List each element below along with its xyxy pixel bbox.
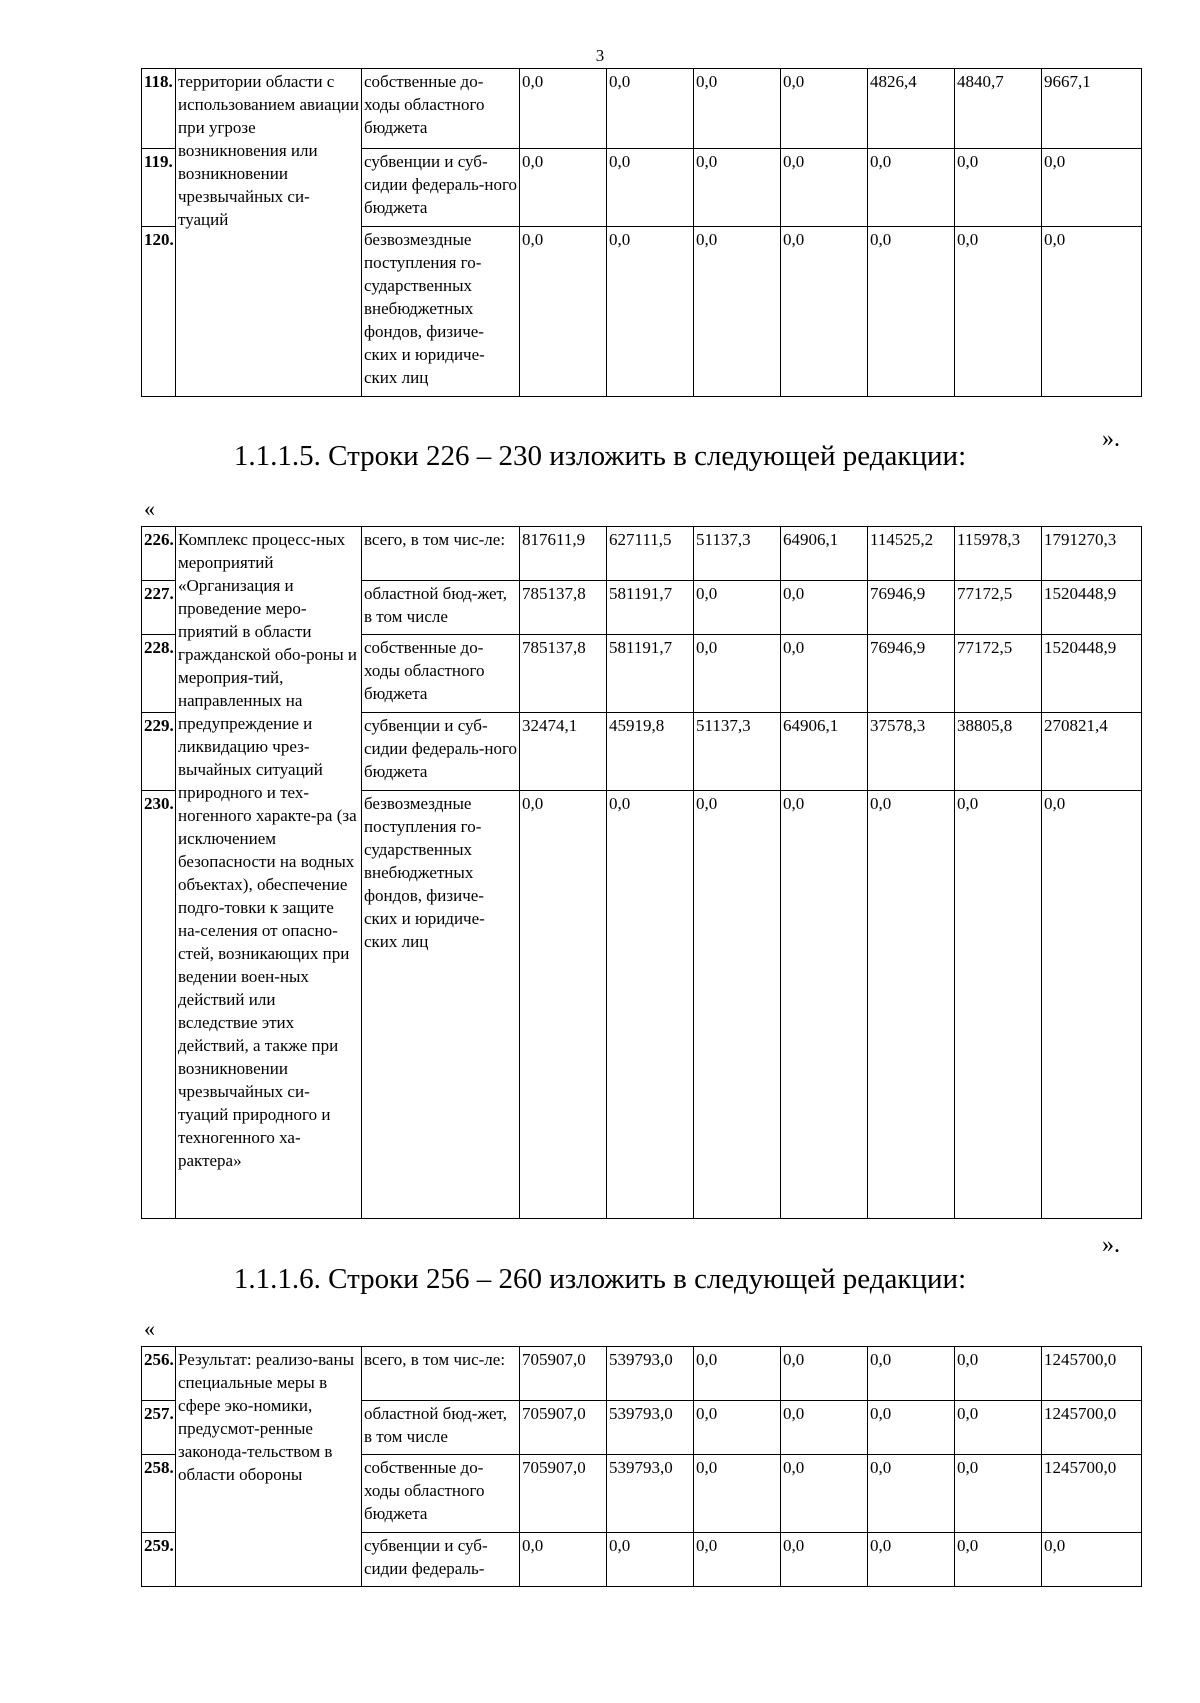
- value-cell: 0,0: [781, 1401, 868, 1455]
- value-cell: 0,0: [1042, 227, 1142, 397]
- value-cell: 705907,0: [520, 1455, 607, 1533]
- value-cell: 817611,9: [520, 527, 607, 581]
- value-cell: 4826,4: [868, 69, 955, 149]
- value-cell: 0,0: [694, 635, 781, 713]
- funding-source-cell: субвенции и суб-сидии федераль-ного бюджета: [362, 149, 520, 227]
- value-cell: 0,0: [694, 791, 781, 1219]
- value-cell: 0,0: [1042, 791, 1142, 1219]
- funding-source-cell: областной бюд-жет, в том числе: [362, 1401, 520, 1455]
- row-number: 230.: [142, 791, 176, 1219]
- value-cell: 0,0: [868, 1347, 955, 1401]
- opening-quote: «: [144, 1316, 155, 1341]
- value-cell: 64906,1: [781, 527, 868, 581]
- value-cell: 0,0: [520, 791, 607, 1219]
- value-cell: 4840,7: [955, 69, 1042, 149]
- value-cell: 1245700,0: [1042, 1401, 1142, 1455]
- value-cell: 76946,9: [868, 635, 955, 713]
- value-cell: 0,0: [781, 1533, 868, 1587]
- table-rows-226-230: [141, 526, 1142, 1219]
- value-cell: 0,0: [781, 227, 868, 397]
- row-number: 227.: [142, 581, 176, 635]
- funding-source-cell: всего, в том чис-ле:: [362, 527, 520, 581]
- value-cell: 0,0: [520, 149, 607, 227]
- value-cell: 0,0: [694, 1533, 781, 1587]
- value-cell: 0,0: [694, 1455, 781, 1533]
- funding-source-cell: собственные до-ходы областного бюджета: [362, 69, 520, 149]
- value-cell: 0,0: [694, 149, 781, 227]
- value-cell: 0,0: [781, 69, 868, 149]
- value-cell: 77172,5: [955, 581, 1042, 635]
- table-rows-118-120: [141, 68, 1142, 397]
- value-cell: 785137,8: [520, 581, 607, 635]
- value-cell: 0,0: [781, 791, 868, 1219]
- value-cell: 0,0: [607, 1533, 694, 1587]
- funding-source-cell: собственные до-ходы областного бюджета: [362, 1455, 520, 1533]
- value-cell: 1791270,3: [1042, 527, 1142, 581]
- value-cell: 114525,2: [868, 527, 955, 581]
- section-heading: 1.1.1.5. Строки 226 – 230 изложить в следующей редакции:: [233, 440, 967, 472]
- closing-quote: ».: [1102, 1232, 1120, 1258]
- value-cell: 1245700,0: [1042, 1455, 1142, 1533]
- value-cell: 0,0: [694, 1347, 781, 1401]
- value-cell: 539793,0: [607, 1347, 694, 1401]
- row-number: 258.: [142, 1455, 176, 1533]
- value-cell: 77172,5: [955, 635, 1042, 713]
- value-cell: 0,0: [607, 791, 694, 1219]
- value-cell: 0,0: [955, 1347, 1042, 1401]
- value-cell: 581191,7: [607, 635, 694, 713]
- value-cell: 45919,8: [607, 713, 694, 791]
- value-cell: 0,0: [520, 69, 607, 149]
- table-row: [142, 69, 1142, 149]
- value-cell: 0,0: [520, 227, 607, 397]
- value-cell: 0,0: [955, 227, 1042, 397]
- value-cell: 1520448,9: [1042, 581, 1142, 635]
- value-cell: 76946,9: [868, 581, 955, 635]
- value-cell: 0,0: [781, 149, 868, 227]
- value-cell: 0,0: [781, 1455, 868, 1533]
- opening-quote: «: [144, 496, 155, 521]
- value-cell: 270821,4: [1042, 713, 1142, 791]
- row-number: 119.: [142, 149, 176, 227]
- value-cell: 0,0: [607, 149, 694, 227]
- value-cell: 9667,1: [1042, 69, 1142, 149]
- value-cell: 1245700,0: [1042, 1347, 1142, 1401]
- value-cell: 705907,0: [520, 1347, 607, 1401]
- value-cell: 51137,3: [694, 527, 781, 581]
- value-cell: 581191,7: [607, 581, 694, 635]
- funding-source-cell: безвозмездные поступления го-сударственных внебюджетных фондов, физиче-ских и юридиче-ских лиц: [362, 791, 520, 1219]
- value-cell: 0,0: [607, 69, 694, 149]
- value-cell: 0,0: [868, 227, 955, 397]
- value-cell: 0,0: [694, 1401, 781, 1455]
- row-number: 256.: [142, 1347, 176, 1401]
- table-row: [142, 1347, 1142, 1401]
- value-cell: 32474,1: [520, 713, 607, 791]
- page-number: 3: [595, 46, 605, 65]
- value-cell: 37578,3: [868, 713, 955, 791]
- value-cell: 539793,0: [607, 1401, 694, 1455]
- section-heading: 1.1.1.6. Строки 256 – 260 изложить в следующей редакции:: [233, 1263, 967, 1295]
- row-number: 257.: [142, 1401, 176, 1455]
- value-cell: 0,0: [955, 791, 1042, 1219]
- value-cell: 0,0: [781, 1347, 868, 1401]
- row-number: 259.: [142, 1533, 176, 1587]
- value-cell: 0,0: [1042, 149, 1142, 227]
- value-cell: 627111,5: [607, 527, 694, 581]
- funding-source-cell: субвенции и суб-сидии федераль-: [362, 1533, 520, 1587]
- event-name-cell: Комплекс процесс-ных мероприятий «Организация и проведение меро-приятий в области гражданской обо-роны и мероприя-тий, направленных на предупреждение и ликвидацию чрез-вычайных ситуаций природного и тех-ногенного характе-ра (за исключением безопасности на водных объектах), обеспечение подго-товки к защите на-селения от опасно-стей, возникающих при ведении воен-ных действий или вследствие этих действий, а также при возникновении чрезвычайных си-туаций природного и техногенного ха-рактера»: [176, 527, 362, 1219]
- value-cell: 539793,0: [607, 1455, 694, 1533]
- value-cell: 0,0: [868, 791, 955, 1219]
- value-cell: 0,0: [955, 149, 1042, 227]
- value-cell: 785137,8: [520, 635, 607, 713]
- value-cell: 1520448,9: [1042, 635, 1142, 713]
- value-cell: 0,0: [694, 69, 781, 149]
- value-cell: 51137,3: [694, 713, 781, 791]
- value-cell: 705907,0: [520, 1401, 607, 1455]
- row-number: 118.: [142, 69, 176, 149]
- value-cell: 0,0: [1042, 1533, 1142, 1587]
- value-cell: 0,0: [868, 1455, 955, 1533]
- row-number: 228.: [142, 635, 176, 713]
- event-name-cell: территории области с использованием авиации при угрозе возникновения или возникновении чрезвычайных си-туаций: [176, 69, 362, 397]
- value-cell: 0,0: [868, 1401, 955, 1455]
- row-number: 120.: [142, 227, 176, 397]
- value-cell: 0,0: [955, 1455, 1042, 1533]
- closing-quote: ».: [1102, 426, 1120, 452]
- value-cell: 0,0: [607, 227, 694, 397]
- funding-source-cell: безвозмездные поступления го-сударственных внебюджетных фондов, физиче-ских и юридиче-ских лиц: [362, 227, 520, 397]
- value-cell: 38805,8: [955, 713, 1042, 791]
- value-cell: 0,0: [781, 635, 868, 713]
- funding-source-cell: собственные до-ходы областного бюджета: [362, 635, 520, 713]
- row-number: 229.: [142, 713, 176, 791]
- funding-source-cell: областной бюд-жет, в том числе: [362, 581, 520, 635]
- funding-source-cell: субвенции и суб-сидии федераль-ного бюджета: [362, 713, 520, 791]
- row-number: 226.: [142, 527, 176, 581]
- value-cell: 0,0: [955, 1401, 1042, 1455]
- event-name-cell: Результат: реализо-ваны специальные меры в сфере эко-номики, предусмот-ренные законода-тельством в области обороны: [176, 1347, 362, 1587]
- table-row: [142, 527, 1142, 581]
- funding-source-cell: всего, в том чис-ле:: [362, 1347, 520, 1401]
- value-cell: 0,0: [520, 1533, 607, 1587]
- value-cell: 0,0: [694, 227, 781, 397]
- value-cell: 0,0: [868, 1533, 955, 1587]
- value-cell: 0,0: [694, 581, 781, 635]
- value-cell: 0,0: [781, 581, 868, 635]
- value-cell: 0,0: [955, 1533, 1042, 1587]
- value-cell: 0,0: [868, 149, 955, 227]
- value-cell: 64906,1: [781, 713, 868, 791]
- table-rows-256-260: [141, 1346, 1142, 1587]
- value-cell: 115978,3: [955, 527, 1042, 581]
